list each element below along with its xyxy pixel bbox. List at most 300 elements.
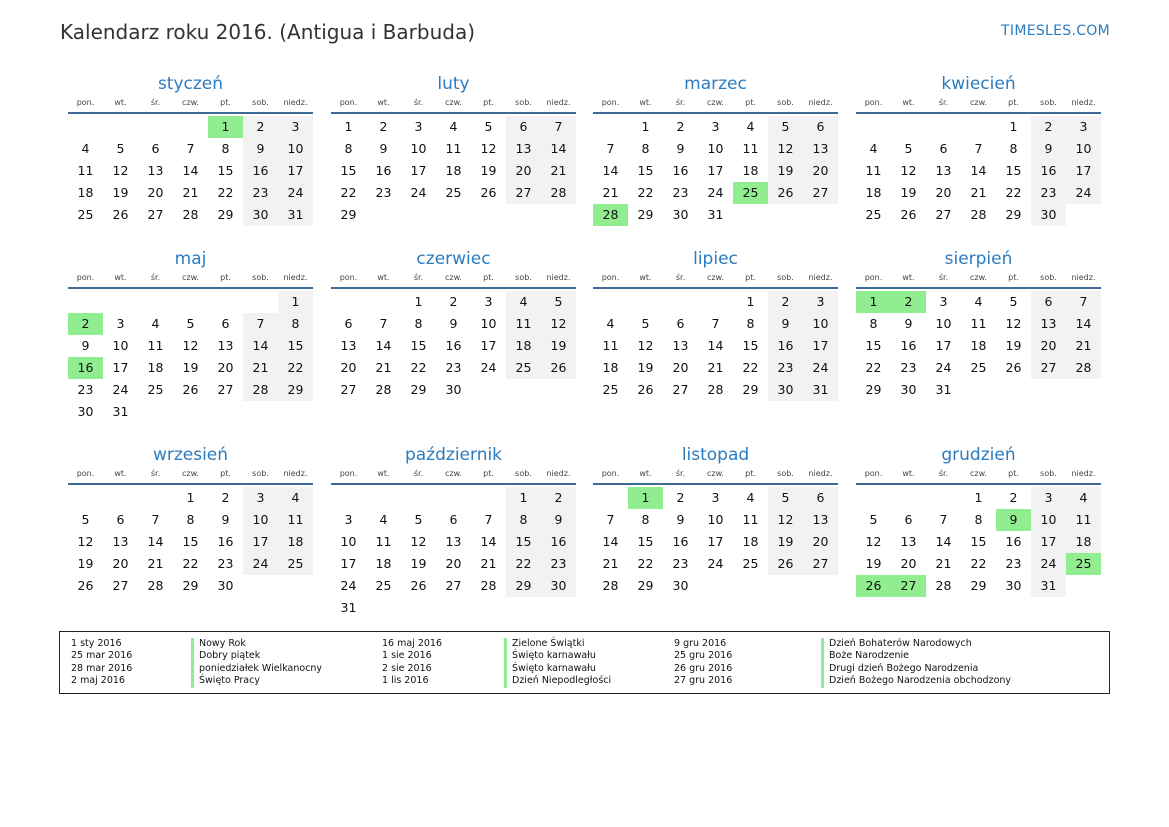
day-cell: 19 (77, 556, 94, 571)
weekday-label: sob. (1040, 273, 1057, 282)
day-cell: 18 (1066, 531, 1101, 553)
day-cell: 24 (112, 382, 129, 397)
day-cell: 30 (1031, 204, 1066, 226)
day-cell: 4 (449, 119, 458, 134)
day-cell: 11 (506, 313, 541, 335)
day-cell: 7 (186, 141, 195, 156)
weekday-label: sob. (777, 98, 794, 107)
day-cell: 12 (480, 141, 497, 156)
day-cell: 6 (506, 116, 541, 138)
day-cell: 21 (480, 556, 497, 571)
day-cell: 14 (707, 338, 724, 353)
day-cell: 2 (676, 490, 685, 505)
weekday-header (68, 97, 313, 114)
day-cell: 7 (243, 313, 278, 335)
month-block (856, 248, 1101, 401)
day-cell: 9 (81, 338, 90, 353)
day-cell: 24 (1066, 182, 1101, 204)
day-cell: 1 (344, 119, 353, 134)
weekday-label: wt. (639, 469, 652, 478)
weekday-label: sob. (252, 273, 269, 282)
empty-cell (961, 116, 996, 138)
month-name: luty (437, 74, 470, 94)
day-cell: 25 (375, 578, 392, 593)
weekday-label: niedz. (546, 273, 571, 282)
day-cell: 9 (379, 141, 388, 156)
day-cell: 7 (484, 512, 493, 527)
day-cell: 5 (414, 512, 423, 527)
day-cell: 10 (410, 141, 427, 156)
day-grid (856, 116, 1101, 226)
day-grid (331, 116, 576, 226)
day-cell: 9 (676, 512, 685, 527)
month-name: wrzesień (152, 445, 229, 465)
legend-holiday-name: Drugi dzień Bożego Narodzenia (821, 663, 1011, 675)
weekday-label: śr. (938, 98, 949, 107)
weekday-label: pt. (1008, 98, 1019, 107)
legend-date: 27 gru 2016 (674, 675, 733, 687)
month-block (593, 248, 838, 401)
weekday-label: wt. (902, 273, 915, 282)
day-cell: 30 (900, 382, 917, 397)
weekday-label: śr. (675, 273, 686, 282)
empty-cell (331, 291, 366, 313)
day-cell: 23 (445, 360, 462, 375)
day-cell: 27 (935, 207, 952, 222)
holiday-legend (59, 631, 1110, 694)
day-cell: 6 (1031, 291, 1066, 313)
day-cell: 5 (1009, 294, 1018, 309)
weekday-label: sob. (515, 469, 532, 478)
day-cell: 6 (904, 512, 913, 527)
legend-names-col-1 (191, 638, 322, 688)
day-cell: 7 (1066, 291, 1101, 313)
day-cell: 6 (344, 316, 353, 331)
month-name: sierpień (944, 249, 1013, 269)
day-cell: 16 (217, 534, 234, 549)
day-cell: 27 (672, 382, 689, 397)
weekday-label: pon. (601, 98, 620, 107)
legend-holiday-name: Dzień Bożego Narodzenia obchodzony (821, 675, 1011, 687)
day-cell: 15 (410, 338, 427, 353)
legend-dates-col-1 (71, 638, 132, 688)
weekday-label: pon. (864, 469, 883, 478)
empty-cell (891, 116, 926, 138)
day-cell: 29 (1005, 207, 1022, 222)
day-cell: 9 (243, 138, 278, 160)
day-cell: 21 (970, 185, 987, 200)
day-cell: 16 (375, 163, 392, 178)
day-cell: 20 (445, 556, 462, 571)
empty-cell (401, 487, 436, 509)
month-name: październik (404, 445, 503, 465)
day-cell: 14 (1066, 313, 1101, 335)
day-cell: 22 (340, 185, 357, 200)
day-cell: 30 (217, 578, 234, 593)
month-name: marzec (684, 74, 747, 94)
day-cell: 27 (506, 182, 541, 204)
weekday-label: niedz. (283, 469, 308, 478)
legend-date: 26 gru 2016 (674, 662, 733, 674)
empty-cell (628, 291, 663, 313)
day-cell: 2 (221, 490, 230, 505)
day-grid (331, 487, 576, 619)
day-cell: 27 (217, 382, 234, 397)
day-cell: 17 (1066, 160, 1101, 182)
day-cell: 10 (803, 313, 838, 335)
day-cell: 23 (672, 185, 689, 200)
weekday-header (856, 97, 1101, 114)
day-cell: 31 (278, 204, 313, 226)
day-cell: 6 (151, 141, 160, 156)
weekday-header (856, 468, 1101, 485)
day-cell: 1 (186, 490, 195, 505)
empty-cell (856, 487, 891, 509)
day-cell: 15 (506, 531, 541, 553)
weekday-label: wt. (377, 469, 390, 478)
day-cell: 30 (672, 578, 689, 593)
empty-cell (926, 487, 961, 509)
day-cell: 28 (935, 578, 952, 593)
day-cell: 6 (676, 316, 685, 331)
legend-date: 2 sie 2016 (382, 662, 432, 674)
day-cell: 2 (1009, 490, 1018, 505)
day-cell: 13 (803, 138, 838, 160)
day-cell: 1 (506, 487, 541, 509)
day-cell: 13 (112, 534, 129, 549)
day-cell: 1 (414, 294, 423, 309)
weekday-label: śr. (938, 469, 949, 478)
day-cell: 3 (278, 116, 313, 138)
day-cell: 12 (865, 534, 882, 549)
day-cell: 4 (606, 316, 615, 331)
empty-cell (471, 487, 506, 509)
weekday-label: czw. (182, 469, 199, 478)
day-cell: 22 (217, 185, 234, 200)
empty-cell (173, 116, 208, 138)
weekday-label: pt. (483, 273, 494, 282)
weekday-label: wt. (902, 98, 915, 107)
weekday-label: niedz. (546, 469, 571, 478)
month-block (331, 248, 576, 401)
day-cell: 10 (1031, 509, 1066, 531)
day-cell: 29 (278, 379, 313, 401)
empty-cell (593, 116, 628, 138)
day-cell: 5 (768, 116, 803, 138)
day-cell: 4 (379, 512, 388, 527)
day-cell: 17 (340, 556, 357, 571)
weekday-label: wt. (377, 273, 390, 282)
day-cell: 20 (900, 556, 917, 571)
day-cell: 18 (865, 185, 882, 200)
month-block (68, 248, 313, 423)
weekday-label: sob. (252, 98, 269, 107)
day-cell: 24 (340, 578, 357, 593)
day-cell: 5 (186, 316, 195, 331)
holiday-day-cell: 27 (891, 575, 926, 597)
empty-cell (68, 116, 103, 138)
weekday-label: wt. (114, 98, 127, 107)
day-cell: 30 (768, 379, 803, 401)
weekday-label: wt. (639, 98, 652, 107)
day-cell: 6 (803, 487, 838, 509)
day-cell: 29 (742, 382, 759, 397)
day-cell: 2 (541, 487, 576, 509)
empty-cell (138, 116, 173, 138)
day-cell: 28 (243, 379, 278, 401)
weekday-label: pon. (601, 273, 620, 282)
legend-holiday-name: Święto karnawału (504, 650, 611, 662)
weekday-label: niedz. (283, 273, 308, 282)
legend-holiday-name: Dobry piątek (191, 650, 322, 662)
day-cell: 8 (641, 512, 650, 527)
day-cell: 18 (602, 360, 619, 375)
legend-dates-col-3 (674, 638, 732, 688)
day-cell: 3 (939, 294, 948, 309)
day-cell: 15 (278, 335, 313, 357)
weekday-label: niedz. (808, 98, 833, 107)
day-cell: 17 (410, 163, 427, 178)
weekday-header (593, 272, 838, 289)
day-cell: 24 (707, 185, 724, 200)
day-cell: 3 (711, 119, 720, 134)
weekday-header (593, 468, 838, 485)
day-cell: 8 (1009, 141, 1018, 156)
day-cell: 13 (340, 338, 357, 353)
day-cell: 30 (541, 575, 576, 597)
day-cell: 4 (506, 291, 541, 313)
day-cell: 1 (278, 291, 313, 313)
weekday-label: pon. (864, 98, 883, 107)
day-cell: 13 (900, 534, 917, 549)
day-cell: 23 (217, 556, 234, 571)
day-cell: 20 (803, 531, 838, 553)
weekday-label: śr. (675, 98, 686, 107)
day-cell: 15 (637, 534, 654, 549)
day-cell: 4 (869, 141, 878, 156)
day-cell: 28 (375, 382, 392, 397)
day-cell: 18 (147, 360, 164, 375)
legend-holiday-name: Święto karnawału (504, 663, 611, 675)
weekday-label: sob. (252, 469, 269, 478)
day-cell: 22 (1005, 185, 1022, 200)
day-cell: 10 (935, 316, 952, 331)
empty-cell (891, 487, 926, 509)
day-cell: 21 (182, 185, 199, 200)
day-cell: 22 (410, 360, 427, 375)
day-cell: 16 (672, 163, 689, 178)
day-cell: 19 (1005, 338, 1022, 353)
day-cell: 15 (970, 534, 987, 549)
day-cell: 5 (484, 119, 493, 134)
empty-cell (173, 291, 208, 313)
day-cell: 25 (865, 207, 882, 222)
day-cell: 25 (970, 360, 987, 375)
month-block (331, 73, 576, 226)
day-cell: 21 (602, 185, 619, 200)
day-cell: 21 (147, 556, 164, 571)
day-cell: 25 (77, 207, 94, 222)
day-cell: 29 (410, 382, 427, 397)
day-cell: 9 (1031, 138, 1066, 160)
day-cell: 28 (602, 578, 619, 593)
day-cell: 19 (541, 335, 576, 357)
month-name: maj (174, 249, 207, 269)
day-cell: 17 (480, 338, 497, 353)
day-cell: 1 (1009, 119, 1018, 134)
weekday-label: niedz. (1071, 98, 1096, 107)
day-cell: 12 (182, 338, 199, 353)
day-cell: 21 (243, 357, 278, 379)
day-cell: 25 (506, 357, 541, 379)
day-cell: 31 (707, 207, 724, 222)
day-cell: 15 (742, 338, 759, 353)
day-cell: 13 (217, 338, 234, 353)
weekday-label: czw. (445, 469, 462, 478)
day-cell: 29 (340, 207, 357, 222)
weekday-label: śr. (413, 273, 424, 282)
day-cell: 23 (1005, 556, 1022, 571)
day-cell: 18 (375, 556, 392, 571)
weekday-label: czw. (707, 98, 724, 107)
day-cell: 13 (672, 338, 689, 353)
legend-holiday-name: Święto Pracy (191, 675, 322, 687)
day-cell: 20 (112, 556, 129, 571)
day-cell: 12 (768, 138, 803, 160)
day-cell: 7 (379, 316, 388, 331)
day-grid (593, 487, 838, 597)
day-cell: 7 (974, 141, 983, 156)
day-cell: 29 (637, 207, 654, 222)
day-cell: 25 (742, 556, 759, 571)
weekday-label: czw. (970, 98, 987, 107)
weekday-header (593, 97, 838, 114)
day-cell: 29 (182, 578, 199, 593)
day-cell: 26 (112, 207, 129, 222)
day-cell: 13 (147, 163, 164, 178)
legend-date: 2 maj 2016 (71, 675, 125, 687)
day-cell: 24 (707, 556, 724, 571)
day-cell: 31 (1031, 575, 1066, 597)
day-cell: 18 (970, 338, 987, 353)
holiday-day-cell: 1 (856, 291, 891, 313)
day-cell: 17 (707, 534, 724, 549)
empty-cell (68, 487, 103, 509)
day-cell: 31 (935, 382, 952, 397)
day-cell: 30 (1005, 578, 1022, 593)
day-cell: 11 (1066, 509, 1101, 531)
weekday-label: śr. (938, 273, 949, 282)
day-cell: 11 (147, 338, 164, 353)
day-cell: 23 (541, 553, 576, 575)
day-cell: 17 (243, 531, 278, 553)
day-cell: 20 (340, 360, 357, 375)
day-cell: 11 (278, 509, 313, 531)
day-cell: 26 (77, 578, 94, 593)
empty-cell (331, 487, 366, 509)
day-cell: 4 (1066, 487, 1101, 509)
day-cell: 22 (506, 553, 541, 575)
day-cell: 19 (182, 360, 199, 375)
holiday-day-cell: 1 (628, 487, 663, 509)
day-cell: 21 (602, 556, 619, 571)
day-cell: 11 (970, 316, 987, 331)
day-cell: 19 (865, 556, 882, 571)
weekday-header (68, 468, 313, 485)
day-cell: 5 (81, 512, 90, 527)
day-cell: 31 (340, 600, 357, 615)
day-cell: 23 (243, 182, 278, 204)
holiday-day-cell: 25 (1066, 553, 1101, 575)
day-cell: 3 (711, 490, 720, 505)
weekday-label: śr. (150, 469, 161, 478)
day-cell: 20 (672, 360, 689, 375)
day-cell: 27 (803, 182, 838, 204)
day-cell: 22 (970, 556, 987, 571)
day-cell: 8 (344, 141, 353, 156)
day-cell: 18 (742, 163, 759, 178)
day-cell: 4 (746, 119, 755, 134)
day-cell: 18 (77, 185, 94, 200)
weekday-label: pt. (1008, 273, 1019, 282)
day-cell: 13 (506, 138, 541, 160)
day-cell: 8 (641, 141, 650, 156)
day-cell: 9 (449, 316, 458, 331)
day-cell: 31 (803, 379, 838, 401)
day-cell: 12 (1005, 316, 1022, 331)
page-title: Kalendarz roku 2016. (Antigua i Barbuda) (60, 20, 475, 44)
day-cell: 24 (243, 553, 278, 575)
month-block (856, 73, 1101, 226)
weekday-label: czw. (182, 98, 199, 107)
holiday-day-cell: 16 (68, 357, 103, 379)
day-cell: 18 (506, 335, 541, 357)
weekday-header (331, 272, 576, 289)
weekday-label: czw. (707, 469, 724, 478)
day-cell: 8 (221, 141, 230, 156)
empty-cell (856, 116, 891, 138)
day-cell: 3 (803, 291, 838, 313)
day-cell: 20 (1031, 335, 1066, 357)
weekday-header (331, 468, 576, 485)
day-cell: 14 (935, 534, 952, 549)
legend-holiday-name: Dzień Bohaterów Narodowych (821, 638, 1011, 650)
day-cell: 18 (278, 531, 313, 553)
day-cell: 29 (217, 207, 234, 222)
day-cell: 10 (707, 141, 724, 156)
day-cell: 15 (217, 163, 234, 178)
day-cell: 5 (116, 141, 125, 156)
day-cell: 2 (1031, 116, 1066, 138)
weekday-label: niedz. (1071, 273, 1096, 282)
day-cell: 18 (742, 534, 759, 549)
weekday-label: pt. (220, 469, 231, 478)
month-name: grudzień (941, 445, 1016, 465)
day-grid (68, 116, 313, 226)
weekday-label: sob. (515, 273, 532, 282)
day-grid (856, 291, 1101, 401)
brand-link[interactable]: TIMESLES.COM (1001, 23, 1110, 39)
day-cell: 10 (340, 534, 357, 549)
day-cell: 19 (637, 360, 654, 375)
weekday-label: pon. (601, 469, 620, 478)
day-cell: 4 (746, 490, 755, 505)
day-cell: 2 (676, 119, 685, 134)
day-cell: 26 (637, 382, 654, 397)
day-cell: 4 (151, 316, 160, 331)
day-cell: 17 (707, 163, 724, 178)
day-cell: 26 (768, 182, 803, 204)
